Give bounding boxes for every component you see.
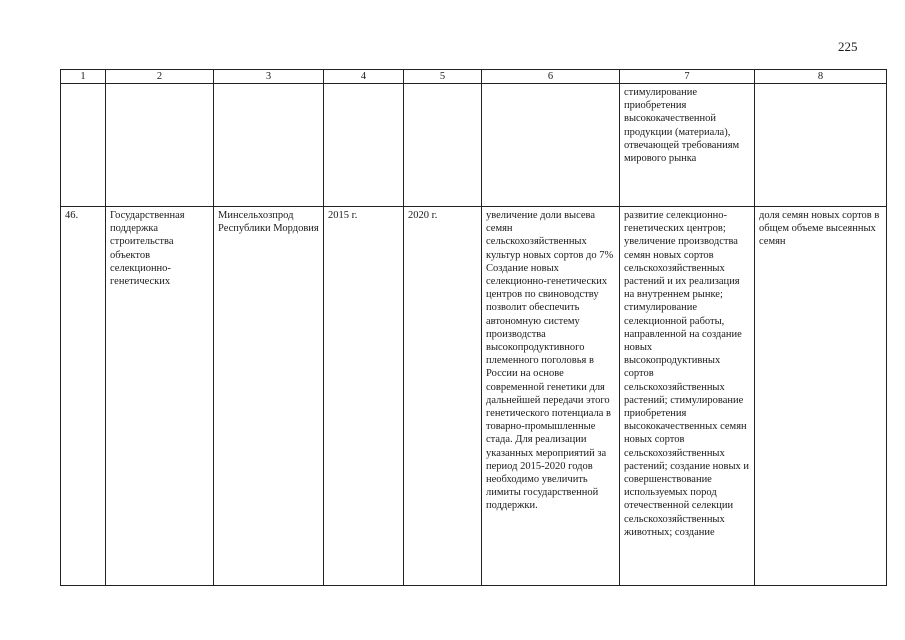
column-number: 6 <box>482 70 620 84</box>
empty-cell <box>214 84 324 207</box>
empty-cell <box>61 84 106 207</box>
table-row <box>61 207 887 586</box>
empty-cell <box>106 84 214 207</box>
column-number: 2 <box>106 70 214 84</box>
column-number: 8 <box>755 70 887 84</box>
indicator-cell: доля семян новых сортов в общем объеме высеянных семян <box>755 207 887 586</box>
empty-cell <box>482 84 620 207</box>
measure-name-cell: Государственная поддержка строительства объектов селекционно-генетических <box>106 207 214 586</box>
empty-cell <box>755 84 887 207</box>
column-number: 1 <box>61 70 106 84</box>
start-year-cell: 2015 г. <box>324 207 404 586</box>
goals-cell: развитие селекционно-генетических центров; увеличение производства семян новых сортов сельскохозяйственных растений и их реализация на внутреннем рынке; стимулирование селекционной работы, направленной на создание новых высокопродуктивных сортов сельскохозяйственных растений; стимулирование приобретения высококачественных семян новых сортов сельскохозяйственных растений; создание новых и совершенствование используемых пород отечественной селекции сельскохозяйственных животных; создание <box>620 207 755 586</box>
empty-cell <box>404 84 482 207</box>
row-number-cell: 46. <box>61 207 106 586</box>
continuation-row <box>61 84 887 207</box>
empty-cell <box>324 84 404 207</box>
end-year-cell: 2020 г. <box>404 207 482 586</box>
executor-cell: Минсельхозпрод Республики Мордовия <box>214 207 324 586</box>
expected-effect-cell: увеличение доли высева семян сельскохозяйственных культур новых сортов до 7% Создание новых селекционно-генетических центров по свиноводству позволит обеспечить автономную систему производства высокопродуктивного племенного поголовья в России на основе современной генетики для дальнейшей передачи этого генетического потенциала в товарно-промышленные стада. Для реализации указанных мероприятий за период 2015-2020 годов необходимо увеличить лимиты государственной поддержки. <box>482 207 620 586</box>
column-number: 5 <box>404 70 482 84</box>
program-table <box>60 69 887 586</box>
column-number: 3 <box>214 70 324 84</box>
column-number-row <box>61 70 887 84</box>
column-number: 7 <box>620 70 755 84</box>
page-number: 225 <box>838 39 858 54</box>
goals-continuation-cell: стимулирование приобретения высококачественной продукции (материала), отвечающей требованиям мирового рынка <box>620 84 755 207</box>
column-number: 4 <box>324 70 404 84</box>
